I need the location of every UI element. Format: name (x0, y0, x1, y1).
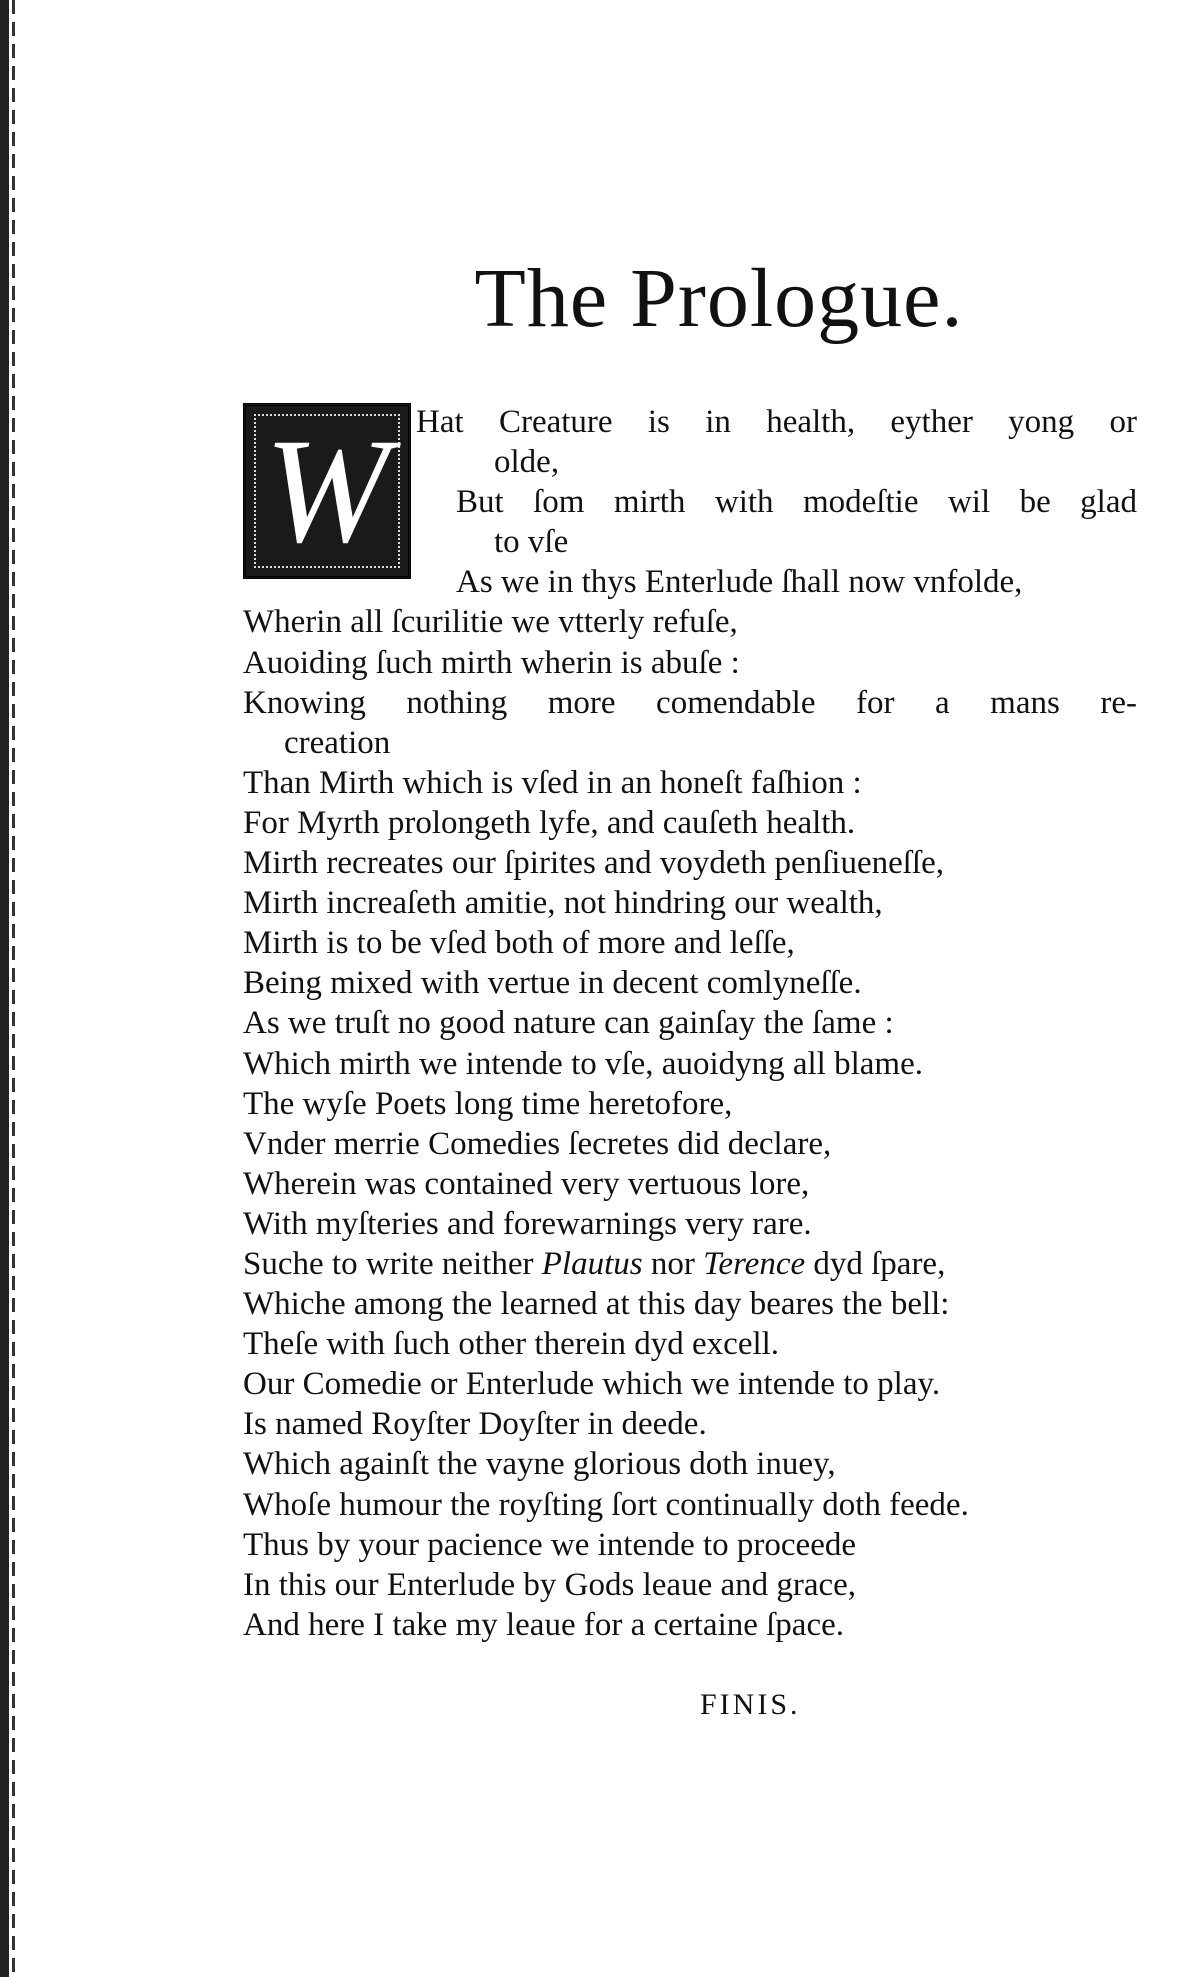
verse-line: Which againſt the vayne glorious doth inuey, (243, 1446, 836, 1483)
verse-line: Which mirth we intende to vſe, auoidyng all blame. (243, 1045, 923, 1082)
prologue-text (243, 402, 1137, 1645)
verse-line: As we truſt no good nature can gainſay the ſame : (243, 1005, 894, 1042)
verse-line: Thus by your pacience we intende to proceede (243, 1526, 856, 1563)
terence-italic: Terence (703, 1245, 806, 1282)
verse-line: Vnder merrie Comedies ſecretes did declare, (243, 1125, 832, 1162)
verse-line: Wherein was contained very vertuous lore, (243, 1165, 810, 1202)
verse-line: Is named Royſter Doyſter in deede. (243, 1406, 707, 1443)
verse-line: As we in thys Enterlude ſhall now vnfolde, (456, 564, 1023, 601)
text-span: dyd ſpare, (805, 1245, 946, 1282)
verse-line: Mirth recreates our ſpirites and voydeth penſiueneſſe, (243, 845, 945, 882)
verse-line: to vſe (494, 524, 569, 561)
verse-line: With myſteries and forewarnings very rare. (243, 1205, 812, 1242)
verse-line: Mirth increaſeth amitie, not hindring our wealth, (243, 885, 883, 922)
plautus-italic: Plautus (541, 1245, 643, 1282)
verse-line: Hat Creature is in health, eyther yong or (416, 404, 1137, 440)
verse-line: olde, (494, 444, 560, 481)
verse-line: And here I take my leaue for a certaine ſpace. (243, 1606, 844, 1643)
verse-line-suche (243, 1244, 1137, 1284)
verse-line: Whiche among the learned at this day beares the bell: (243, 1286, 950, 1323)
verse-line: Than Mirth which is vſed in an honeſt faſhion : (243, 764, 862, 801)
verse-line: Theſe with ſuch other therein dyd excell. (243, 1326, 780, 1363)
verse-line: Being mixed with vertue in decent comlyneſſe. (243, 965, 862, 1002)
finis-label: FINIS. (700, 1688, 801, 1721)
verse-line: Whoſe humour the royſting ſort continually doth feede. (243, 1486, 969, 1523)
verse-line: Our Comedie or Enterlude which we intende to play. (243, 1366, 941, 1403)
verse-line: Auoiding ſuch mirth wherin is abuſe : (243, 644, 740, 681)
verse-line: But ſom mirth with modeſtie wil be glad (456, 484, 1137, 521)
verse-line: Knowing nothing more comendable for a mans re- (243, 684, 1137, 721)
drop-cap-letter: W (264, 408, 390, 574)
verse-line: In this our Enterlude by Gods leaue and grace, (243, 1566, 857, 1603)
verse-line: The wyſe Poets long time heretofore, (243, 1085, 733, 1122)
verse-line: Mirth is to be vſed both of more and leſſe, (243, 925, 795, 962)
page-title: The Prologue. (474, 252, 964, 345)
verse-line: Wherin all ſcurilitie we vtterly refuſe, (243, 604, 738, 641)
text-span: Suche to write neither (243, 1245, 542, 1282)
verse-line: For Myrth prolongeth lyfe, and cauſeth health. (243, 804, 856, 841)
text-span: nor (642, 1245, 704, 1282)
verse-line: creation (284, 724, 391, 761)
